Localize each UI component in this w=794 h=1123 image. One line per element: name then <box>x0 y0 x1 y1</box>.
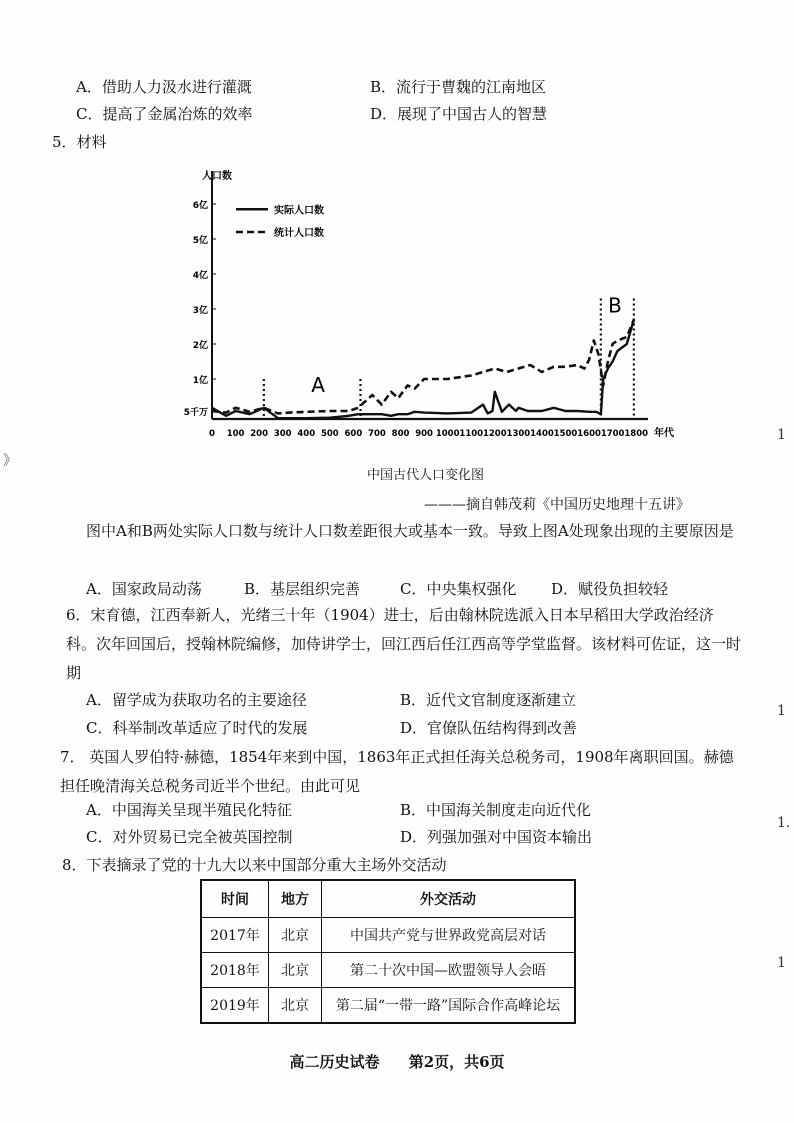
table-cell: 北京 <box>269 988 322 1024</box>
table-header-place: 地方 <box>269 880 322 918</box>
q6-option-c: C．科举制改革适应了时代的发展 <box>86 719 308 737</box>
table-cell: 2017年 <box>201 918 269 953</box>
x-tick-label: 900 <box>415 429 433 439</box>
x-tick-label: 700 <box>368 429 386 439</box>
q4-option-d: D．展现了中国古人的智慧 <box>370 105 548 123</box>
y-tick-label: 1亿 <box>192 376 208 386</box>
x-tick-label: 500 <box>320 429 339 439</box>
q6-option-a: A．留学成为获取功名的主要途径 <box>86 691 307 709</box>
q7-option-c: C．对外贸易已完全被英国控制 <box>86 828 293 846</box>
q7-text: 7． 英国人罗伯特·赫德，1854年来到中国，1863年正式担任海关总税务司，1908年离职回国。赫德担任晚清海关总税务司近半个世纪。由此可见 <box>60 748 734 795</box>
x-tick-label: 1300 <box>506 429 531 439</box>
q4-option-c: C．提高了金属冶炼的效率 <box>76 105 253 123</box>
q6-option-d: D．官僚队伍结构得到改善 <box>400 719 578 737</box>
right-margin-mark: 1 <box>777 427 786 443</box>
q5-option-b: B．基层组织完善 <box>244 580 361 598</box>
right-margin-mark: 1 <box>777 955 786 971</box>
table-cell: 北京 <box>269 953 322 988</box>
left-margin-mark: 》 <box>3 453 17 469</box>
table-cell: 2018年 <box>201 953 269 988</box>
x-axis-label: 年代 <box>654 428 674 439</box>
q7-option-a: A．中国海关呈现半殖民化特征 <box>86 801 292 819</box>
x-tick-label: 400 <box>297 429 316 439</box>
x-tick-label: 1200 <box>482 429 507 439</box>
right-margin-mark: 1 <box>777 703 786 719</box>
table-header-row <box>201 880 575 918</box>
table-row <box>201 953 575 988</box>
y-tick-label: 5千万 <box>183 408 208 418</box>
right-margin-mark: 1. <box>777 815 791 831</box>
x-tick-label: 1700 <box>600 429 625 439</box>
x-tick-label: 0 <box>209 429 215 439</box>
table-header-time: 时间 <box>201 880 269 918</box>
x-tick-label: 1500 <box>553 429 578 439</box>
chart-source: ———摘自韩茂莉《中国历史地理十五讲》 <box>424 497 690 513</box>
x-tick-label: 1100 <box>459 429 484 439</box>
q8-text: 8．下表摘录了党的十九大以来中国部分重大主场外交活动 <box>62 856 447 874</box>
footer-page-number: 第2页，共6页 <box>408 1053 505 1071</box>
x-tick-label: 1000 <box>435 429 460 439</box>
table-cell: 2019年 <box>201 988 269 1024</box>
x-tick-label: 300 <box>273 429 292 439</box>
x-tick-label: 800 <box>391 429 410 439</box>
q5-option-c: C．中央集权强化 <box>400 580 517 598</box>
x-tick-label: 1800 <box>624 429 649 439</box>
y-tick-label: 2亿 <box>192 341 208 351</box>
q4-option-a: A．借助人力汲水进行灌溉 <box>76 78 252 96</box>
q6-text: 6．宋育德，江西奉新人，光绪三十年（1904）进士，后由翰林院选派入日本早稻田大学政治经济科。次年回国后，授翰林院编修，加侍讲学士，回江西后任江西高等学堂监督。该材料可佐证，这一时期 <box>66 606 742 682</box>
table-cell: 第二十次中国—欧盟领导人会晤 <box>322 953 576 988</box>
chart-title: 中国古代人口变化图 <box>367 468 485 483</box>
table-row <box>201 918 575 953</box>
y-tick-label: 3亿 <box>192 306 208 316</box>
table-row <box>201 988 575 1024</box>
x-tick-label: 1400 <box>530 429 554 439</box>
table-cell: 中国共产党与世界政党高层对话 <box>322 918 576 953</box>
diplomacy-table <box>200 879 576 1024</box>
y-tick-label: 6亿 <box>192 201 208 211</box>
population-chart <box>170 155 690 460</box>
footer-exam-title: 高二历史试卷 <box>289 1053 380 1071</box>
y-tick-label: 5亿 <box>192 236 208 246</box>
legend-label: 统计人口数 <box>274 228 324 239</box>
q7-option-d: D．列强加强对中国资本输出 <box>400 828 593 846</box>
q5-option-d: D．赋役负担较轻 <box>551 580 669 598</box>
table-cell: 北京 <box>269 918 322 953</box>
table-cell: 第二届“一带一路”国际合作高峰论坛 <box>322 988 576 1024</box>
annotation-A: A <box>311 372 325 397</box>
series-line-statistical <box>212 320 634 414</box>
x-tick-label: 600 <box>344 429 363 439</box>
table-header-activity: 外交活动 <box>322 880 576 918</box>
series-line-actual <box>212 320 634 419</box>
q7-option-b: B．中国海关制度走向近代化 <box>400 801 592 819</box>
annotation-B: B <box>608 293 622 318</box>
q5-text: 图中A和B两处实际人口数与统计人口数差距很大或基本一致。导致上图A处现象出现的主要原因是 <box>86 522 734 540</box>
page-footer <box>0 1051 794 1072</box>
x-tick-label: 100 <box>226 429 245 439</box>
q4-option-b: B．流行于曹魏的江南地区 <box>370 78 547 96</box>
legend-label: 实际人口数 <box>274 205 324 217</box>
x-tick-label: 200 <box>250 429 269 439</box>
q6-option-b: B．近代文官制度逐渐建立 <box>400 691 577 709</box>
y-tick-label: 4亿 <box>192 271 208 281</box>
q5-option-a: A．国家政局动荡 <box>86 580 202 598</box>
q5-stem: 5．材料 <box>52 133 107 151</box>
y-axis-label: 人口数 <box>202 171 232 182</box>
x-tick-label: 1600 <box>577 429 601 439</box>
